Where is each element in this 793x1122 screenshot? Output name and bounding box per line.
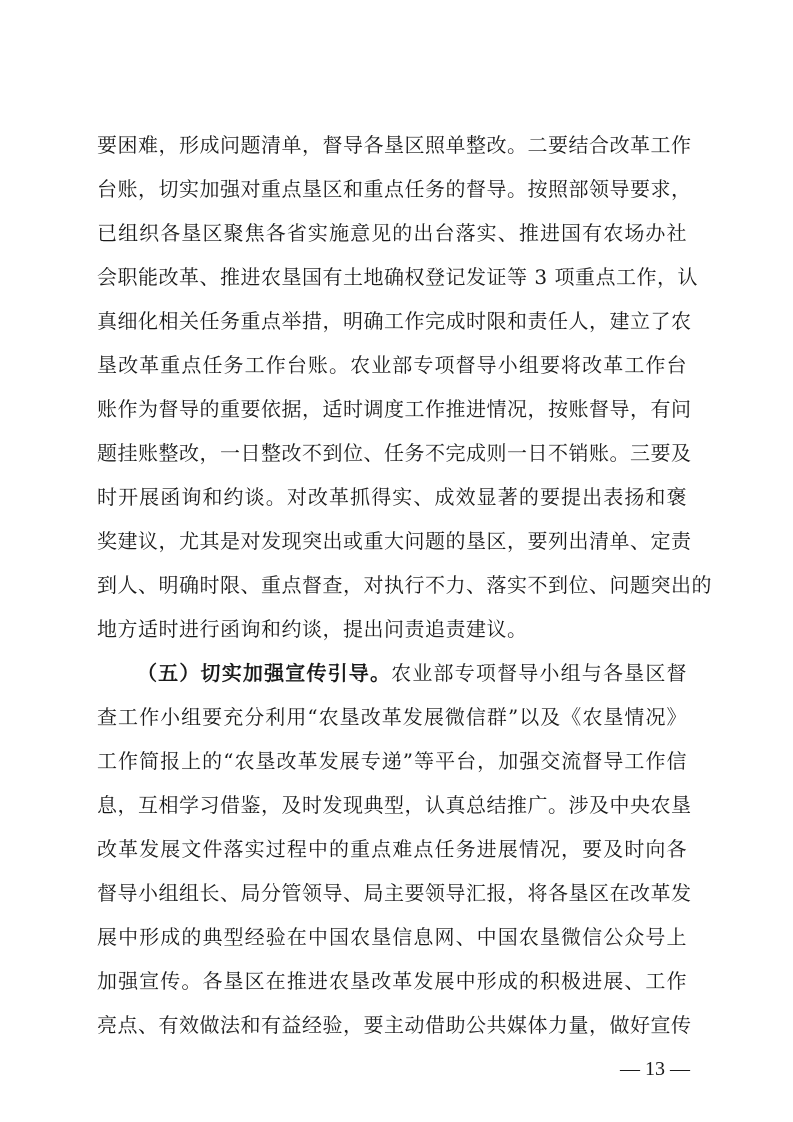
section-heading-text: 农业部专项督导小组与各垦区督 bbox=[391, 661, 688, 685]
paragraph-line: 垦改革重点任务工作台账。农业部专项督导小组要将改革工作台 bbox=[97, 353, 687, 377]
paragraph-line: 要困难，形成问题清单，督导各垦区照单整改。二要结合改革工作 bbox=[97, 133, 692, 157]
paragraph-line: 改革发展文件落实过程中的重点难点任务进展情况，要及时向各 bbox=[97, 837, 687, 861]
paragraph-line: 地方适时进行函询和约谈，提出问责追责建议。 bbox=[97, 617, 528, 641]
paragraph-line: 账作为督导的重要依据，适时调度工作推进情况，按账督导，有问 bbox=[97, 397, 692, 421]
paragraph-line: 到人、明确时限、重点督查，对执行不力、落实不到位、问题突出的 bbox=[97, 573, 712, 597]
paragraph-line: 时开展函询和约谈。对改革抓得实、成效显著的要提出表扬和褒 bbox=[97, 485, 687, 509]
paragraph-line: 加强宣传。各垦区在推进农垦改革发展中形成的积极进展、工作 bbox=[97, 969, 687, 993]
paragraph-line: 会职能改革、推进农垦国有土地确权登记发证等 3 项重点工作，认 bbox=[97, 265, 698, 289]
paragraph-line: 台账，切实加强对重点垦区和重点任务的督导。按照部领导要求， bbox=[97, 177, 692, 201]
section-heading-line bbox=[137, 658, 687, 688]
paragraph-line: 督导小组组长、局分管领导、局主要领导汇报，将各垦区在改革发 bbox=[97, 881, 692, 905]
paragraph-line: 真细化相关任务重点举措，明确工作完成时限和责任人，建立了农 bbox=[97, 309, 692, 333]
paragraph-line: 息，互相学习借鉴，及时发现典型，认真总结推广。涉及中央农垦 bbox=[97, 793, 692, 817]
paragraph-line: 题挂账整改，一日整改不到位、任务不完成则一日不销账。三要及 bbox=[97, 441, 692, 465]
paragraph-line: 展中形成的典型经验在中国农垦信息网、中国农垦微信公众号上 bbox=[97, 925, 687, 949]
paragraph-line: 奖建议，尤其是对发现突出或重大问题的垦区，要列出清单、定责 bbox=[97, 529, 692, 553]
paragraph-line: 亮点、有效做法和有益经验，要主动借助公共媒体力量，做好宣传 bbox=[97, 1013, 692, 1037]
paragraph-line: 已组织各垦区聚焦各省实施意见的出台落实、推进国有农场办社 bbox=[97, 221, 687, 245]
page-number: — 13 — bbox=[620, 1058, 690, 1080]
section-heading: （五）切实加强宣传引导。 bbox=[137, 661, 392, 685]
paragraph-line: 工作简报上的“农垦改革发展专递”等平台，加强交流督导工作信 bbox=[97, 749, 687, 773]
paragraph-line: 查工作小组要充分利用“农垦改革发展微信群”以及《农垦情况》 bbox=[97, 705, 687, 729]
